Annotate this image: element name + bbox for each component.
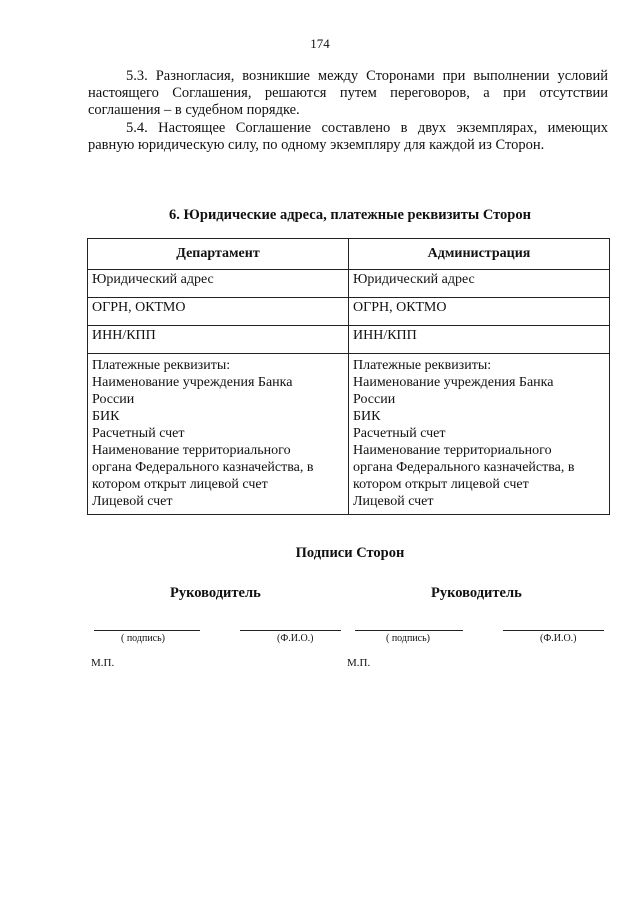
table-cell: ИНН/КПП: [88, 326, 349, 354]
payment-line: органа Федерального казначейства, в: [92, 460, 314, 475]
paragraph-5-3-text: 5.3. Разногласия, возникшие между Сторонами при выполнении условий настоящего Соглашения, решаются путем переговоров, а при отсутствии соглашения – в судебном порядке.: [88, 68, 608, 118]
page-number: 174: [310, 36, 330, 51]
table-cell: Юридический адрес: [349, 270, 610, 298]
payment-line: России: [353, 392, 396, 407]
signatures-title: Подписи Сторон: [295, 545, 405, 561]
payment-line: органа Федерального казначейства, в: [353, 460, 575, 475]
payment-line: Лицевой счет: [353, 494, 434, 509]
payment-line: Лицевой счет: [92, 494, 173, 509]
payment-line: Платежные реквизиты:: [353, 358, 492, 373]
payment-line: БИК: [92, 409, 120, 424]
payment-line: Наименование учреждения Банка: [92, 375, 293, 390]
left-role-label: Руководитель: [170, 585, 261, 601]
payment-details-department: [88, 354, 349, 515]
table-cell: Юридический адрес: [88, 270, 349, 298]
table-cell: ИНН/КПП: [349, 326, 610, 354]
payment-details-administration: [349, 354, 610, 515]
payment-line: котором открыт лицевой счет: [353, 477, 529, 492]
payment-line: России: [92, 392, 135, 407]
table-row: [88, 326, 610, 354]
right-role-label: Руководитель: [431, 585, 522, 601]
table-row-payment: [88, 354, 610, 515]
payment-line: Наименование территориального: [353, 443, 552, 458]
section-title: 6. Юридические адреса, платежные реквизиты Сторон: [169, 207, 531, 223]
name-caption-right: (Ф.И.О.): [540, 633, 577, 644]
stamp-right: М.П.: [347, 657, 371, 669]
table-row: [88, 270, 610, 298]
paragraph-5-4-text: 5.4. Настоящее Соглашение составлено в двух экземплярах, имеющих равную юридическую силу, по одному экземпляру для каждой из Сторон.: [88, 120, 608, 153]
table-cell: ОГРН, ОКТМО: [349, 298, 610, 326]
payment-line: Наименование учреждения Банка: [353, 375, 554, 390]
payment-line: Расчетный счет: [92, 426, 185, 441]
name-caption-left: (Ф.И.О.): [277, 633, 314, 644]
signature-caption-right: ( подпись): [386, 633, 431, 644]
payment-line: котором открыт лицевой счет: [92, 477, 268, 492]
name-line-left: [240, 630, 341, 631]
requisites-table: [87, 238, 610, 515]
payment-line: Расчетный счет: [353, 426, 446, 441]
table-cell: ОГРН, ОКТМО: [88, 298, 349, 326]
paragraph-5-4: [88, 120, 608, 154]
payment-line: Платежные реквизиты:: [92, 358, 231, 373]
table-header-row: [88, 239, 610, 270]
paragraph-5-3: [88, 68, 608, 119]
stamp-left: М.П.: [91, 657, 115, 669]
header-department: Департамент: [88, 239, 349, 270]
signature-caption-left: ( подпись): [121, 633, 166, 644]
signature-line-right: [355, 630, 463, 631]
name-line-right: [503, 630, 604, 631]
payment-line: БИК: [353, 409, 381, 424]
signature-line-left: [94, 630, 200, 631]
payment-line: Наименование территориального: [92, 443, 291, 458]
header-administration: Администрация: [349, 239, 610, 270]
table-row: [88, 298, 610, 326]
